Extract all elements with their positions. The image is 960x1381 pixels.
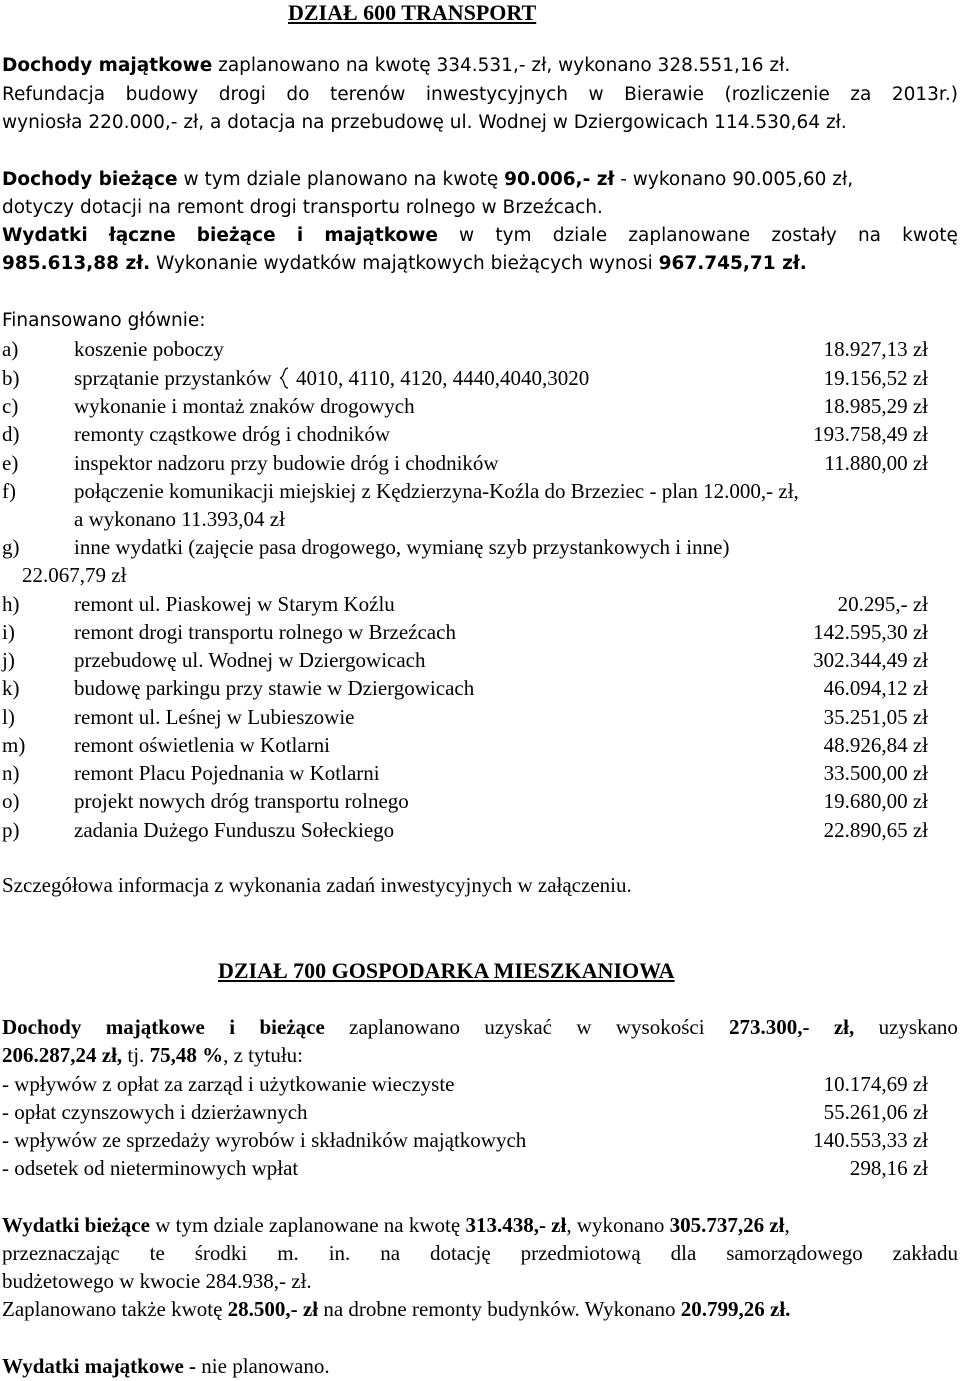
list-item	[2, 1099, 928, 1125]
item-amount: 11.880,00 zł	[824, 451, 928, 475]
word: Bierawie	[624, 84, 704, 105]
list-item	[2, 393, 928, 419]
list-item	[2, 336, 928, 362]
paragraph-refundacja	[2, 82, 958, 108]
item-label: j)	[2, 648, 15, 672]
word: bieżące	[259, 1015, 325, 1039]
list-item	[2, 732, 928, 758]
list-item-continuation: 22.067,79 zł	[22, 563, 127, 587]
word: terenów	[330, 84, 406, 105]
word: tym	[495, 225, 532, 246]
item-text: sprzątanie przystanków	[74, 366, 272, 390]
word: środki	[194, 1241, 248, 1265]
item-label: e)	[2, 451, 19, 475]
item-amount: 35.251,05 zł	[823, 705, 928, 729]
word: majątkowe	[324, 225, 438, 246]
item-amount: 142.595,30 zł	[813, 620, 928, 644]
paragraph-wykonanie-wydatkow: 985.613,88 zł. Wykonanie wydatków majątkowych bieżących wynosi 967.745,71 zł.	[2, 253, 807, 274]
item-amount: 46.094,12 zł	[823, 676, 928, 700]
list-item	[2, 788, 928, 814]
word: zaplanowane	[628, 225, 751, 246]
list-item	[2, 1155, 928, 1181]
section-700-heading: DZIAŁ 700 GOSPODARKA MIESZKANIOWA	[218, 958, 675, 983]
word: Dochody	[2, 1015, 82, 1039]
item-label: m)	[2, 733, 26, 757]
paragraph-budzetowego: budżetowego w kwocie 284.938,- zł.	[2, 1269, 312, 1293]
item-label: h)	[2, 592, 20, 616]
item-amount: 298,16 zł	[849, 1156, 928, 1180]
curly-brace-icon	[278, 367, 290, 389]
word: m.	[277, 1241, 299, 1265]
item-amount: 193.758,49 zł	[813, 422, 928, 446]
paragraph-dochody-majatkowe: Dochody majątkowe zaplanowano na kwotę 334.531,- zł, wykonano 328.551,16 zł.	[2, 55, 791, 76]
list-item	[2, 591, 928, 617]
word: przedmiotową	[520, 1241, 641, 1265]
item-amount: 18.927,13 zł	[823, 337, 928, 361]
section-600-heading: DZIAŁ 600 TRANSPORT	[288, 0, 537, 25]
word: i	[229, 1015, 236, 1039]
finansowano-label: Finansowano głównie:	[2, 310, 206, 331]
list-item	[2, 450, 928, 476]
paragraph-dochody-700	[2, 1014, 958, 1040]
paragraph-wydatki-laczne	[2, 223, 958, 249]
item-amount: 22.890,65 zł	[823, 818, 928, 842]
paragraph-wydatki-majatkowe: Wydatki majątkowe - nie planowano.	[2, 1354, 330, 1378]
word: budowy	[125, 84, 199, 105]
word: na	[857, 225, 881, 246]
item-amount: 10.174,69 zł	[823, 1072, 928, 1096]
list-item	[2, 478, 928, 504]
item-label: i)	[2, 620, 15, 644]
item-text: - wpływów z opłat za zarząd i użytkowanie wieczyste	[2, 1072, 455, 1096]
word: zostały	[771, 225, 837, 246]
word: i	[296, 225, 304, 246]
item-text: remont oświetlenia w Kotlarni	[74, 733, 331, 757]
item-label: n)	[2, 761, 20, 785]
paragraph-dochody-700-cont: 206.287,24 zł, tj. 75,48 %, z tytułu:	[2, 1043, 303, 1067]
paragraph-dotacja-remont: dotyczy dotacji na remont drogi transportu rolnego w Brzeźcach.	[2, 197, 603, 218]
item-text: remont drogi transportu rolnego w Brzeźcach	[74, 620, 456, 644]
item-text-codes: 4010, 4110, 4120, 4440,4040,3020	[296, 366, 590, 390]
list-item	[2, 760, 928, 786]
item-label: o)	[2, 789, 20, 813]
item-text: inne wydatki (zajęcie pasa drogowego, wymianę szyb przystankowych i inne)	[74, 535, 730, 559]
item-label: f)	[2, 479, 16, 503]
paragraph-dochody-biezace: Dochody bieżące w tym dziale planowano na kwotę 90.006,- zł - wykonano 90.005,60 zł,	[2, 169, 854, 190]
list-item	[2, 619, 928, 645]
word: dla	[670, 1241, 697, 1265]
word: te	[149, 1241, 165, 1265]
item-text: - wpływów ze sprzedaży wyrobów i składników majątkowych	[2, 1128, 527, 1152]
item-text: budowę parkingu przy stawie w Dziergowicach	[74, 676, 475, 700]
item-amount: 19.156,52 zł	[823, 366, 928, 390]
word: zaplanowano	[349, 1015, 460, 1039]
word: zakładu	[892, 1241, 958, 1265]
paragraph-zaplanowano-takze: Zaplanowano także kwotę 28.500,- zł na drobne remonty budynków. Wykonano 20.799,26 zł.	[2, 1297, 791, 1321]
word: za	[850, 84, 872, 105]
word: 2013r.)	[891, 84, 958, 105]
word: inwestycyjnych	[425, 84, 568, 105]
word: w	[588, 84, 604, 105]
word: uzyskano	[878, 1015, 958, 1039]
item-text: - odsetek od nieterminowych wpłat	[2, 1156, 299, 1180]
item-amount: 302.344,49 zł	[813, 648, 928, 672]
list-item	[2, 1071, 928, 1097]
detail-note: Szczegółowa informacja z wykonania zadań inwestycyjnych w załączeniu.	[2, 873, 632, 897]
item-amount: 48.926,84 zł	[823, 733, 928, 757]
word: uzyskać	[484, 1015, 552, 1039]
list-item	[2, 1127, 928, 1153]
word: łączne	[108, 225, 176, 246]
word: Wydatki	[2, 225, 88, 246]
item-text: koszenie poboczy	[74, 337, 224, 361]
word: w	[459, 225, 475, 246]
item-text: przebudowę ul. Wodnej w Dziergowicach	[74, 648, 426, 672]
list-item	[2, 675, 928, 701]
paragraph-przeznaczajac	[2, 1240, 958, 1266]
word: przeznaczając	[2, 1241, 120, 1265]
item-text: zadania Dużego Funduszu Sołeckiego	[74, 818, 395, 842]
item-text: połączenie komunikacji miejskiej z Kędzierzyna-Koźla do Brzeziec - plan 12.000,- zł,	[74, 479, 799, 503]
item-label: g)	[2, 535, 20, 559]
word: wysokości	[615, 1015, 705, 1039]
list-item	[2, 421, 928, 447]
item-text: wykonanie i montaż znaków drogowych	[74, 394, 415, 418]
item-label: a)	[2, 337, 19, 361]
item-amount: 55.261,06 zł	[823, 1100, 928, 1124]
word: na	[380, 1241, 401, 1265]
word: w	[576, 1015, 592, 1039]
paragraph-wydatki-biezace: Wydatki bieżące w tym dziale zaplanowane na kwotę 313.438,- zł, wykonano 305.737,26 zł,	[2, 1213, 790, 1237]
list-item	[2, 704, 928, 730]
word: in.	[328, 1241, 351, 1265]
item-text: remont ul. Piaskowej w Starym Koźlu	[74, 592, 395, 616]
item-amount: 19.680,00 zł	[823, 789, 928, 813]
word: Refundacja	[2, 84, 106, 105]
item-text: remonty cząstkowe dróg i chodników	[74, 422, 391, 446]
item-text: remont ul. Leśnej w Lubieszowie	[74, 705, 355, 729]
word: samorządowego	[726, 1241, 863, 1265]
word: 273.300,-	[728, 1015, 810, 1039]
item-label: k)	[2, 676, 20, 700]
word: dziale	[552, 225, 608, 246]
list-item	[2, 817, 928, 843]
list-item	[2, 647, 928, 673]
item-text: projekt nowych dróg transportu rolnego	[74, 789, 409, 813]
item-text: inspektor nadzoru przy budowie dróg i chodników	[74, 451, 499, 475]
list-item	[2, 365, 928, 391]
word: majątkowe	[105, 1015, 205, 1039]
item-label: d)	[2, 422, 20, 446]
item-amount: 140.553,33 zł	[813, 1128, 928, 1152]
item-text: remont Placu Pojednania w Kotlarni	[74, 761, 380, 785]
paragraph-refundacja-cont: wyniosła 220.000,- zł, a dotacja na przebudowę ul. Wodnej w Dziergowicach 114.530,64 zł.	[2, 112, 847, 133]
item-label: b)	[2, 366, 20, 390]
item-label: p)	[2, 818, 20, 842]
item-text-codes-wrap	[274, 365, 589, 391]
item-amount: 18.985,29 zł	[823, 394, 928, 418]
word: do	[286, 84, 310, 105]
word: drogi	[218, 84, 266, 105]
list-item-continuation: a wykonano 11.393,04 zł	[74, 507, 285, 531]
word: bieżące	[196, 225, 276, 246]
word: (rozliczenie	[724, 84, 830, 105]
word: zł,	[833, 1015, 855, 1039]
item-label: l)	[2, 705, 15, 729]
word: dotację	[430, 1241, 491, 1265]
item-text: - opłat czynszowych i dzierżawnych	[2, 1100, 308, 1124]
item-label: c)	[2, 394, 19, 418]
item-amount: 20.295,- zł	[837, 592, 928, 616]
item-amount: 33.500,00 zł	[823, 761, 928, 785]
list-item	[2, 534, 928, 560]
word: kwotę	[902, 225, 958, 246]
